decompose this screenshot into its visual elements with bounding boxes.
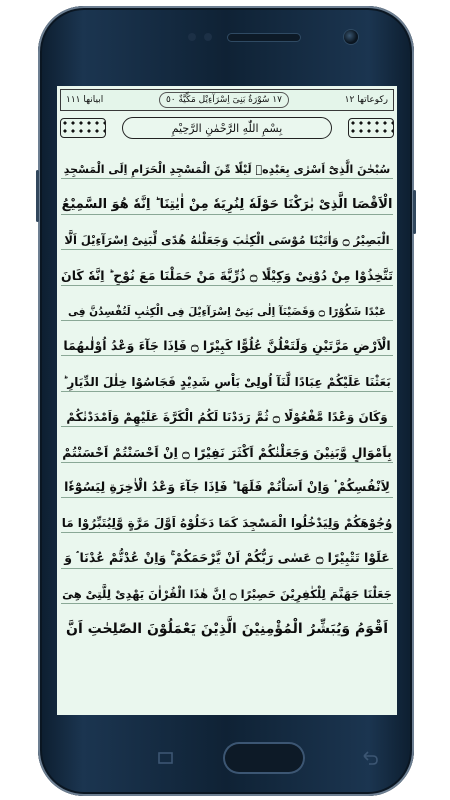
volume-button[interactable] (36, 170, 39, 222)
surah-title: ١٧ سُوْرَةُ بَنِیٓ اِسْرَآءِیْل مَكِّیَّةٌ ٥٠ (159, 92, 289, 108)
verse-line: اَقْوَمُ وَیُبَشِّرُ الْمُؤْمِنِیْنَ الَّذِیْنَ یَعْمَلُوْنَ الصّٰلِحٰتِ اَنَّ (66, 621, 388, 638)
page-header (60, 89, 394, 111)
verse-line: لِاَنْفُسِكُمْ ۟ وَاِنْ اَسَاْتُمْ فَلَهَا ؕ فَاِذَا جَآءَ وَعْدُ الْاٰخِرَةِ لِیَسُوْٓءٗا (61, 463, 393, 498)
light-sensor (204, 33, 212, 41)
quran-page (57, 86, 397, 715)
verse-line: عَلَوْا تَتْبِیْرًا ۝ عَسٰى رَبُّكُمْ اَنْ یَّرْحَمَكُمْ ۚ وَاِنْ عُدْتُّمْ عُدْنَا ۘ وَ (61, 533, 393, 568)
verse-line: وَكَانَ وَعْدًا مَّفْعُوْلًا ۝ ثُمَّ رَدَدْنَا لَكُمُ الْكَرَّةَ عَلَیْهِمْ وَاَمْدَدْنٰكُمْ (61, 392, 393, 427)
back-icon[interactable] (360, 750, 380, 766)
verse-line: الْاَرْضِ مَرَّتَیْنِ وَلَتَعْلُنَّ عُلُوًّا كَبِیْرًا ۝ فَاِذَا جَآءَ وَعْدُ اُوْلٰىهُمَا (61, 321, 393, 356)
ornament-right-icon (348, 118, 394, 138)
verse-line: سُبْحٰنَ الَّذِیْٓ اَسْرٰى بِعَبْدِهٖ لَیْلًا مِّنَ الْمَسْجِدِ الْحَرَامِ اِلَى الْمَسْجِدِ (61, 144, 393, 179)
recent-apps-icon[interactable] (156, 750, 176, 766)
bismillah: بِسْمِ اللّٰهِ الرَّحْمٰنِ الرَّحِيْمِ (122, 117, 332, 139)
verse-line: عَبْدًا شَكُوْرًا ۝ وَقَضَیْنَآ اِلٰى بَنِیْٓ اِسْرَآءِیْلَ فِی الْكِتٰبِ لَتُفْسِدُنَّ فِی (61, 286, 393, 321)
para-label: ابيانها ١١١ (66, 95, 104, 105)
power-button[interactable] (413, 190, 416, 234)
verse-line: جَعَلْنَا جَهَنَّمَ لِلْكٰفِرِیْنَ حَصِیْرًا ۝ اِنَّ هٰذَا الْقُرْاٰنَ یَهْدِیْ لِلَّتِیْ هِیَ (61, 569, 393, 604)
front-camera (344, 30, 358, 44)
proximity-sensor (188, 33, 196, 41)
verse-line: الْاَقْصَا الَّذِیْ بٰرَكْنَا حَوْلَهٗ لِنُرِیَهٗ مِنْ اٰیٰتِنَا ؕ اِنَّهٗ هُوَ السَّمِیْعُ (61, 179, 393, 214)
verse-line: بِاَمْوَالٍ وَّبَنِیْنَ وَجَعَلْنٰكُمْ اَكْثَرَ نَفِیْرًا ۝ اِنْ اَحْسَنْتُمْ اَحْسَنْتُمْ (61, 427, 393, 462)
ornament-left-icon (60, 118, 106, 138)
verse-line: الْبَصِیْرُ ۝ وَاٰتَیْنَا مُوْسَى الْكِتٰبَ وَجَعَلْنٰهُ هُدًى لِّبَنِیْٓ اِسْرَآءِیْلَ اَلَّا (61, 215, 393, 250)
verse-line: تَتَّخِذُوْا مِنْ دُوْنِیْ وَكِیْلًا ۝ ذُرِّیَّةَ مَنْ حَمَلْنَا مَعَ نُوْحٍ ؕ اِنَّهٗ كَانَ (61, 250, 393, 285)
bismillah-row (60, 115, 394, 141)
verse-line: وُجُوْهَكُمْ وَلِیَدْخُلُوا الْمَسْجِدَ كَمَا دَخَلُوْهُ اَوَّلَ مَرَّةٍ وَّلِیُتَبِّرُوْا مَا (61, 498, 393, 533)
home-button[interactable] (223, 742, 305, 774)
verse-line: بَعَثْنَا عَلَیْكُمْ عِبَادًا لَّنَآ اُولِیْ بَاْسٍ شَدِیْدٍ فَجَاسُوْا خِلٰلَ الدِّیَارِ ؕ (61, 356, 393, 391)
verse-lines (61, 144, 393, 639)
ruku-label: ركوعاتها ١٢ (344, 95, 388, 105)
earpiece-speaker (228, 34, 300, 41)
